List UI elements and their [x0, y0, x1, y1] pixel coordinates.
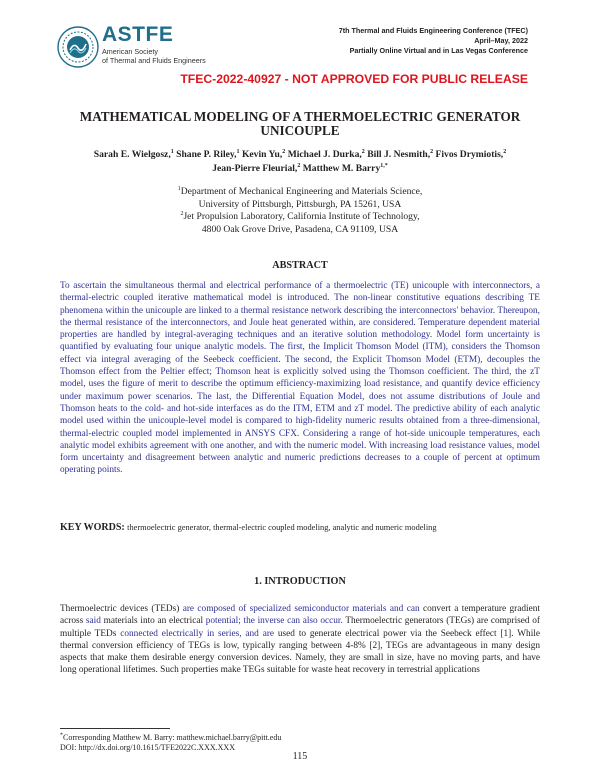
abstract-heading: ABSTRACT — [272, 260, 328, 271]
author-name: Shane P. Riley, — [176, 149, 237, 160]
affiliation-1-line-2: University of Pittsburgh, Pittsburgh, PA 15261, USA — [198, 198, 402, 210]
footnote-divider — [60, 728, 170, 729]
author-affiliation-mark: 2 — [503, 148, 507, 155]
conference-dates: April–May, 2022 — [474, 36, 528, 45]
introduction-heading: 1. INTRODUCTION — [254, 576, 346, 587]
author-affiliation-mark: 2 — [430, 148, 434, 155]
title-line-1: MATHEMATICAL MODELING OF A THERMOELECTRIC GENERATOR — [79, 109, 521, 124]
brand-name: ASTFE — [102, 23, 174, 46]
introduction-text: Thermoelectric devices (TEDs) are composed of specialized semiconductor materials and can convert a temperature gradient across said materials into an electrical potential; the inverse can also occur. Thermoelectric generators (TEGs) are comprised of multiple TEDs connected electrically in series, and are used to generate electrical power via the Seebeck effect [1]. While thermal conversion efficiency of TEGs is low, typically ranging between 4-8% [2], TEGs are advantageous in many design aspects that make them desirable energy conversion devices. Namely, they are small in size, have no moving parts, and have long operational lifetimes. Such properties make TEGs suitable for waste heat recovery in terrestrial applications — [60, 604, 540, 676]
footnotes — [60, 733, 281, 753]
affiliation-mark: 1 — [177, 185, 181, 192]
affiliation-mark: 2 — [180, 210, 184, 217]
paper-title — [60, 110, 540, 138]
affiliations — [60, 186, 540, 236]
abstract-text: To ascertain the simultaneous thermal and electrical performance of a thermoelectric (TE) unicouple with interconnectors, a thermal-electric coupled iterative mathematical model is introduced. The non-linear constitutive equations describing TE phenomena within the unicouple are linked to a thermal resistance network describing the interconnectors' behavior. Thereupon, the thermal resistance of the interconnectors, and Joule heat generated within, are considered. Temperature dependent material properties are handled by integral-averaging techniques and an iterative solution methodology. Model form uncertainty is quantified by evaluating four unique analytic models. The first, the Implicit Thomson Model (ITM), considers the Thomson effect via integral averaging of the Seebeck coefficient. The second, the Explicit Thomson Model (ETM), decouples the Thomson effect from the Peltier effect; Thomson heat is explicitly solved using the Thomson coefficient. The third, the zT model, uses the figure of merit to describe the optimum efficiency-maximizing load resistance, and quantify device efficiency under maximum power scenarios. The last, the Differential Equation Model, does not assume distributions of Joule and Thomson heats to the cold- and hot-side interfaces as do the ITM, ETM and zT model. The predictive ability of each analytic model used within the unicouple-level model is compared to high-fidelity numeric results obtained from a three-dimensional, thermal-electric coupled model implemented in ANSYS CFX. Considering a range of hot-side unicouple temperatures, each analytic model exhibits agreement with one another, and with the numeric model. With increasing load resistance values, model form uncertainty and disagreement between analytic and numeric predictions decreases to a couple of percent at optimum operating points. — [60, 281, 540, 476]
affiliation-1-line-1: $^1$Department of Mechanical Engineering and Materials Science, — [177, 185, 423, 197]
doi-line: DOI: http://dx.doi.org/10.1615/TFE2022C.XXX.XXX — [60, 743, 235, 752]
author-name: Fivos Drymiotis, — [435, 149, 504, 160]
brand-subtitle-2: of Thermal and Fluids Engineers — [102, 55, 206, 65]
author-affiliation-mark: 1 — [170, 148, 174, 155]
author-list — [50, 148, 550, 176]
author-name: Bill J. Nesmith, — [367, 149, 431, 160]
brand-block — [102, 24, 206, 65]
author-affiliation-mark: 2 — [361, 148, 365, 155]
brand-subtitle-1: American Society — [102, 47, 158, 56]
authors-line-2 — [50, 162, 550, 176]
author-name: Michael J. Durka, — [287, 149, 362, 160]
author-name: Sarah E. Wielgosz, — [93, 149, 171, 160]
affiliation-2-line-2: 4800 Oak Grove Drive, Pasadena, CA 91109, USA — [201, 223, 399, 235]
authors-line-1 — [50, 148, 550, 162]
keywords-label: KEY WORDS: — [60, 522, 125, 533]
page-number: 115 — [292, 751, 308, 762]
keywords-text: thermoelectric generator, thermal-electric coupled modeling, analytic and numeric modeling — [127, 523, 437, 532]
conference-name: 7th Thermal and Fluids Engineering Conference (TFEC) — [338, 26, 528, 35]
keywords — [60, 522, 540, 533]
author-name: Jean-Pierre Fleurial, — [212, 163, 298, 174]
author-name: Matthew M. Barry — [302, 163, 381, 174]
affiliation-2-line-1: $^2$Jet Propulsion Laboratory, California Institute of Technology, — [180, 210, 420, 222]
conference-venue: Partially Online Virtual and in Las Vegas Conference — [349, 46, 528, 55]
corresponding-author-note: *Corresponding Matthew M. Barry: matthew.michael.barry@pitt.edu — [60, 732, 282, 742]
astfe-logo-icon — [57, 26, 99, 68]
author-affiliation-mark: 2 — [297, 162, 301, 169]
author-affiliation-mark: 1 — [236, 148, 240, 155]
title-line-2: UNICOUPLE — [260, 123, 340, 138]
release-notice: TFEC-2022-40927 - NOT APPROVED FOR PUBLIC RELEASE — [180, 72, 528, 86]
author-affiliation-mark: 1,* — [380, 162, 388, 169]
author-name: Kevin Yu, — [241, 149, 283, 160]
conference-info — [339, 26, 528, 56]
author-affiliation-mark: 2 — [282, 148, 286, 155]
